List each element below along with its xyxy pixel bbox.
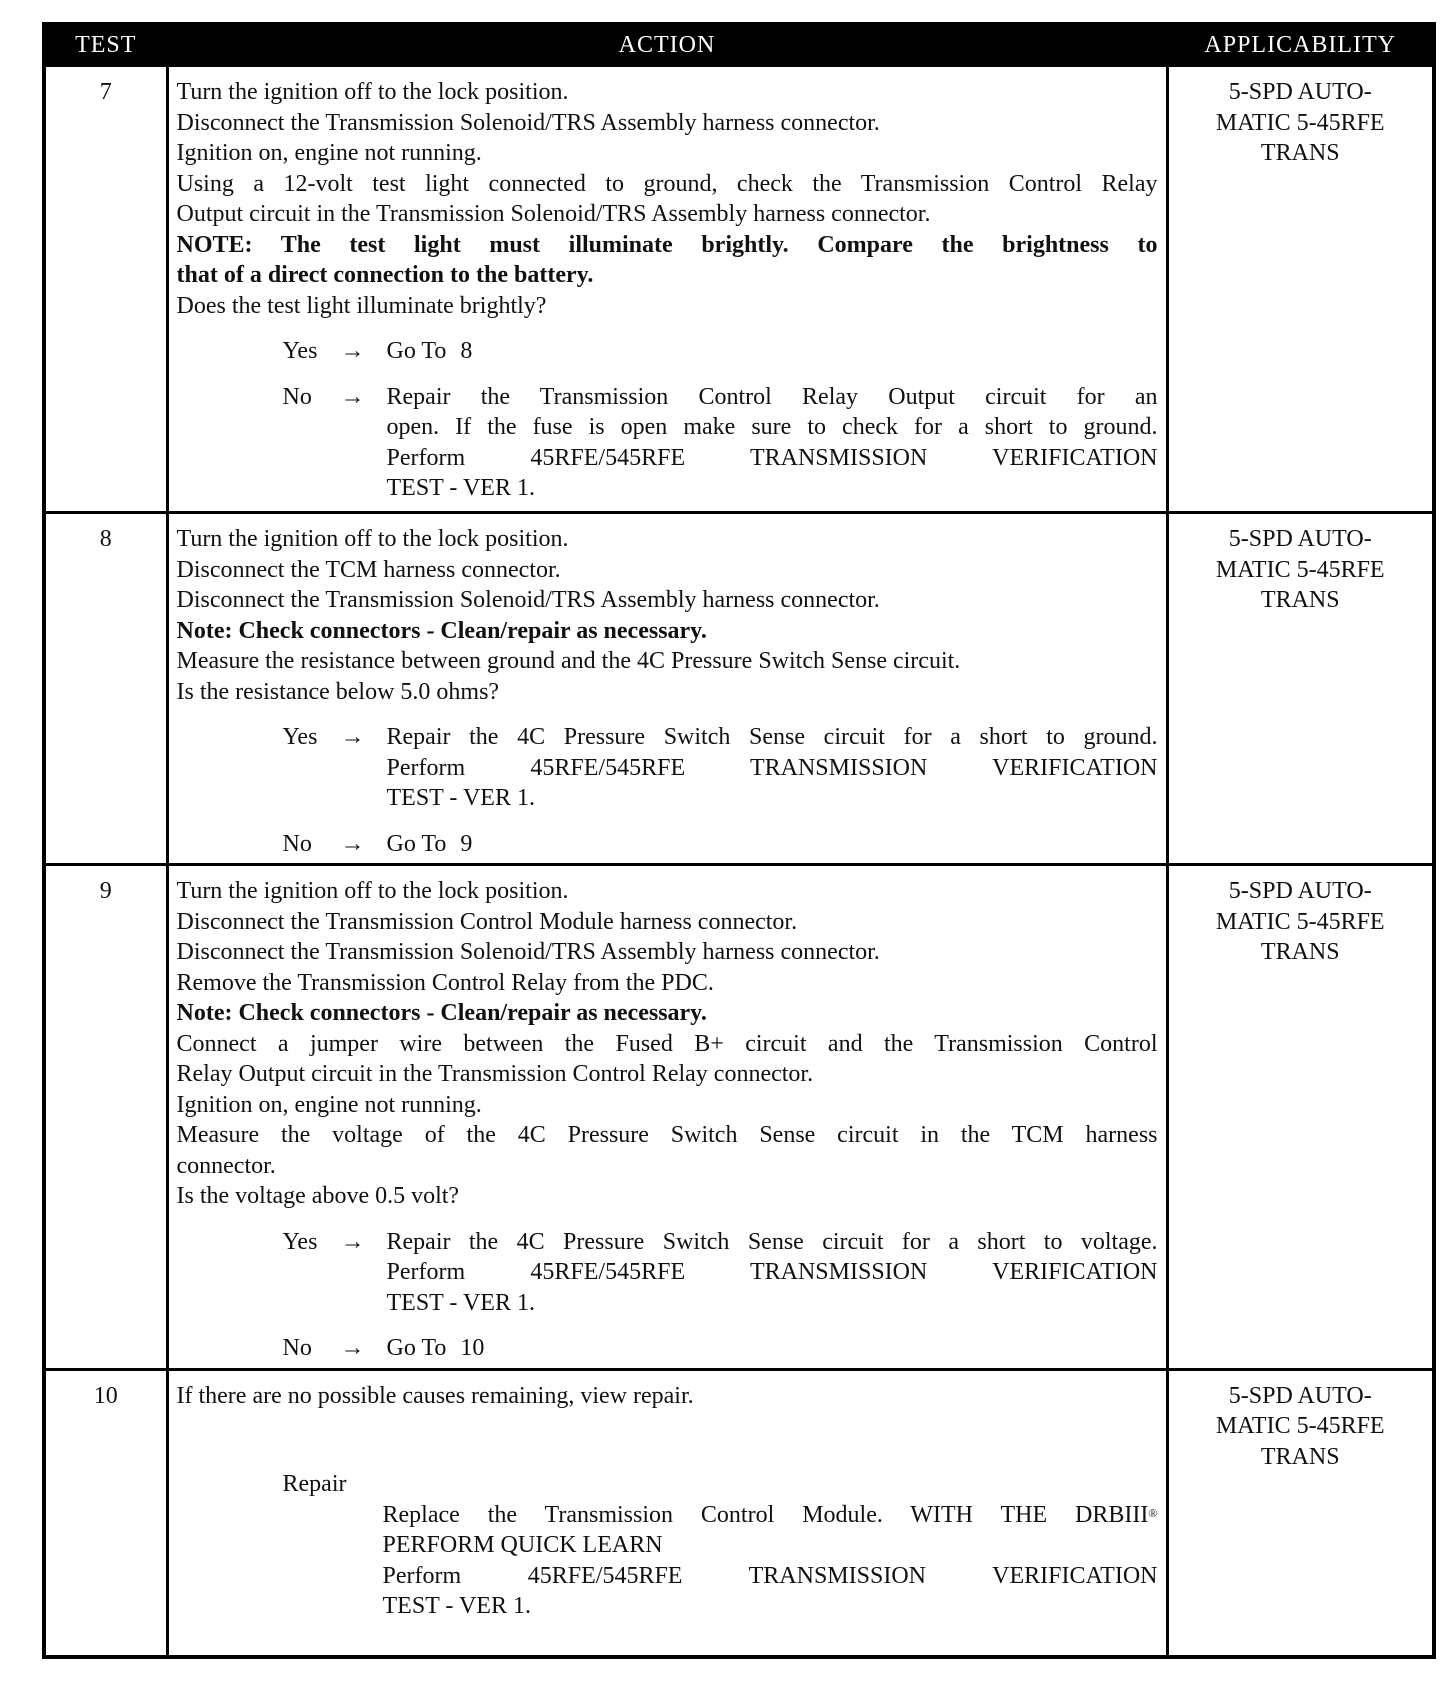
repair-text [283,1500,1158,1622]
outcome-yes [177,1227,1158,1319]
applicability-line: TRANS [1260,939,1340,965]
arrow-icon: → [340,1335,365,1361]
outcome-label: Yes [282,1228,318,1255]
header-action: ACTION [167,24,1167,66]
arrow-icon: → [340,724,365,750]
repair-line: PERFORM QUICK LEARN [382,1532,663,1558]
test-number: 7 [44,66,167,513]
applicability-line: MATIC 5-45RFE [1215,1413,1385,1439]
outcome-text [387,1333,1158,1364]
outcome-line: Perform 45RFE/545RFE TRANSMISSION VERIFICATION [386,1259,1158,1285]
applicability-line: 5-SPD AUTO- [1228,79,1372,105]
arrow-icon: → [340,830,365,857]
goto-label: Go To [386,830,447,857]
diagnostic-procedure-page [42,22,1432,1659]
question-text: Is the resistance below 5.0 ohms? [176,678,500,705]
applicability-line: TRANS [1260,140,1340,166]
outcome-line: TEST - VER 1. [386,1289,535,1316]
goto-label: Go To [386,1335,447,1361]
repair-block [177,1469,1158,1622]
step-text: Remove the Transmission Control Relay from the PDC. [176,969,714,996]
outcome-line: open. If the fuse is open make sure to check for a short to ground. [386,414,1158,440]
outcome-no [177,1333,1158,1364]
goto-label: Go To [386,338,447,364]
question-text: Does the test light illuminate brightly? [176,292,547,319]
repair-line: TEST - VER 1. [382,1593,531,1619]
outcome-text [387,336,1158,367]
step-text: Using a 12-volt test light connected to ground, check the Transmission Control Relay [176,170,1158,197]
step-text: Disconnect the Transmission Control Module harness connector. [176,908,798,935]
note-text: Note: Check connectors - Clean/repair as necessary. [176,1000,707,1026]
applicability-line: 5-SPD AUTO- [1228,1382,1372,1409]
step-text: Measure the resistance between ground and the 4C Pressure Switch Sense circuit. [176,648,961,674]
applicability-line: TRANS [1260,1443,1340,1470]
outcome-label: No [282,1335,312,1361]
repair-line: Perform 45RFE/545RFE TRANSMISSION VERIFICATION [382,1562,1158,1589]
step-text: Turn the ignition off to the lock position. [176,878,569,904]
test-number: 9 [44,865,167,1370]
step-text: Turn the ignition off to the lock position. [176,526,569,552]
step-text: Measure the voltage of the 4C Pressure Switch Sense circuit in the TCM harness [176,1122,1158,1148]
outcome-label: Yes [282,338,318,364]
note-text: that of a direct connection to the battery. [176,262,594,288]
applicability-cell [1167,865,1434,1370]
goto-number: 10 [460,1335,485,1361]
applicability-line: 5-SPD AUTO- [1228,878,1372,904]
arrow-icon: → [340,383,365,410]
action-cell [167,513,1167,865]
diagnostic-test-table [42,22,1436,1659]
outcome-label: No [282,383,312,410]
applicability-line: MATIC 5-45RFE [1215,908,1385,935]
step-text: Output circuit in the Transmission Solenoid/TRS Assembly harness connector. [176,201,931,227]
test-number: 8 [44,513,167,865]
outcome-line: TEST - VER 1. [386,475,535,501]
repair-line [383,1500,1158,1531]
goto-number: 8 [460,338,473,364]
applicability-line: 5-SPD AUTO- [1228,526,1372,552]
arrow-icon: → [340,1228,365,1255]
outcome-yes [177,722,1158,814]
table-row [44,1369,1434,1657]
outcome-yes [177,336,1158,367]
outcome-text [387,722,1158,814]
action-cell [167,865,1167,1370]
table-header [44,24,1434,66]
step-text: Connect a jumper wire between the Fused B+ circuit and the Transmission Control [176,1030,1158,1057]
outcome-no [177,829,1158,860]
goto-number: 9 [460,830,473,857]
outcome-line: Repair the 4C Pressure Switch Sense circuit for a short to voltage. [386,1228,1158,1255]
outcome-line: TEST - VER 1. [386,785,535,811]
applicability-line: MATIC 5-45RFE [1215,109,1385,136]
applicability-line: MATIC 5-45RFE [1215,556,1385,583]
outcome-line: Repair the 4C Pressure Switch Sense circuit for a short to ground. [386,724,1158,750]
applicability-line: TRANS [1260,587,1340,613]
question-text: Is the voltage above 0.5 volt? [176,1183,460,1209]
table-row [44,66,1434,513]
note-text: Note: Check connectors - Clean/repair as necessary. [176,617,707,644]
note-text: NOTE: The test light must illuminate brightly. Compare the brightness to [176,231,1158,258]
step-text: Relay Output circuit in the Transmission Control Relay connector. [176,1061,814,1087]
outcome-line: Repair the Transmission Control Relay Output circuit for an [386,383,1158,410]
repair-line-text: Replace the Transmission Control Module. WITH THE DRBIII [382,1501,1149,1528]
step-text: Disconnect the Transmission Solenoid/TRS Assembly harness connector. [176,587,880,613]
table-row [44,513,1434,865]
outcome-line: Perform 45RFE/545RFE TRANSMISSION VERIFICATION [386,754,1158,781]
table-row [44,865,1434,1370]
header-test: TEST [44,24,167,66]
step-text: Ignition on, engine not running. [176,1091,482,1118]
step-text: If there are no possible causes remaining, view repair. [176,1382,694,1409]
step-text: connector. [176,1152,276,1179]
action-cell [167,1369,1167,1657]
step-text: Disconnect the Transmission Solenoid/TRS Assembly harness connector. [176,109,880,136]
outcome-label: No [282,830,312,857]
registered-mark: ® [1148,1505,1158,1520]
step-text: Disconnect the Transmission Solenoid/TRS Assembly harness connector. [176,939,880,965]
action-cell [167,66,1167,513]
step-text: Turn the ignition off to the lock position. [176,79,569,105]
outcome-text [387,1227,1158,1319]
header-applicability: APPLICABILITY [1167,24,1434,66]
applicability-cell [1167,1369,1434,1657]
outcome-line: Perform 45RFE/545RFE TRANSMISSION VERIFICATION [386,444,1158,471]
outcome-text [387,829,1158,860]
applicability-cell [1167,513,1434,865]
step-text: Ignition on, engine not running. [176,140,482,166]
outcome-label: Yes [282,724,318,750]
outcome-no [177,382,1158,504]
test-number: 10 [44,1369,167,1657]
outcome-text [387,382,1158,504]
step-text: Disconnect the TCM harness connector. [176,556,561,583]
arrow-icon: → [340,338,365,364]
repair-label: Repair [282,1471,347,1497]
applicability-cell [1167,66,1434,513]
